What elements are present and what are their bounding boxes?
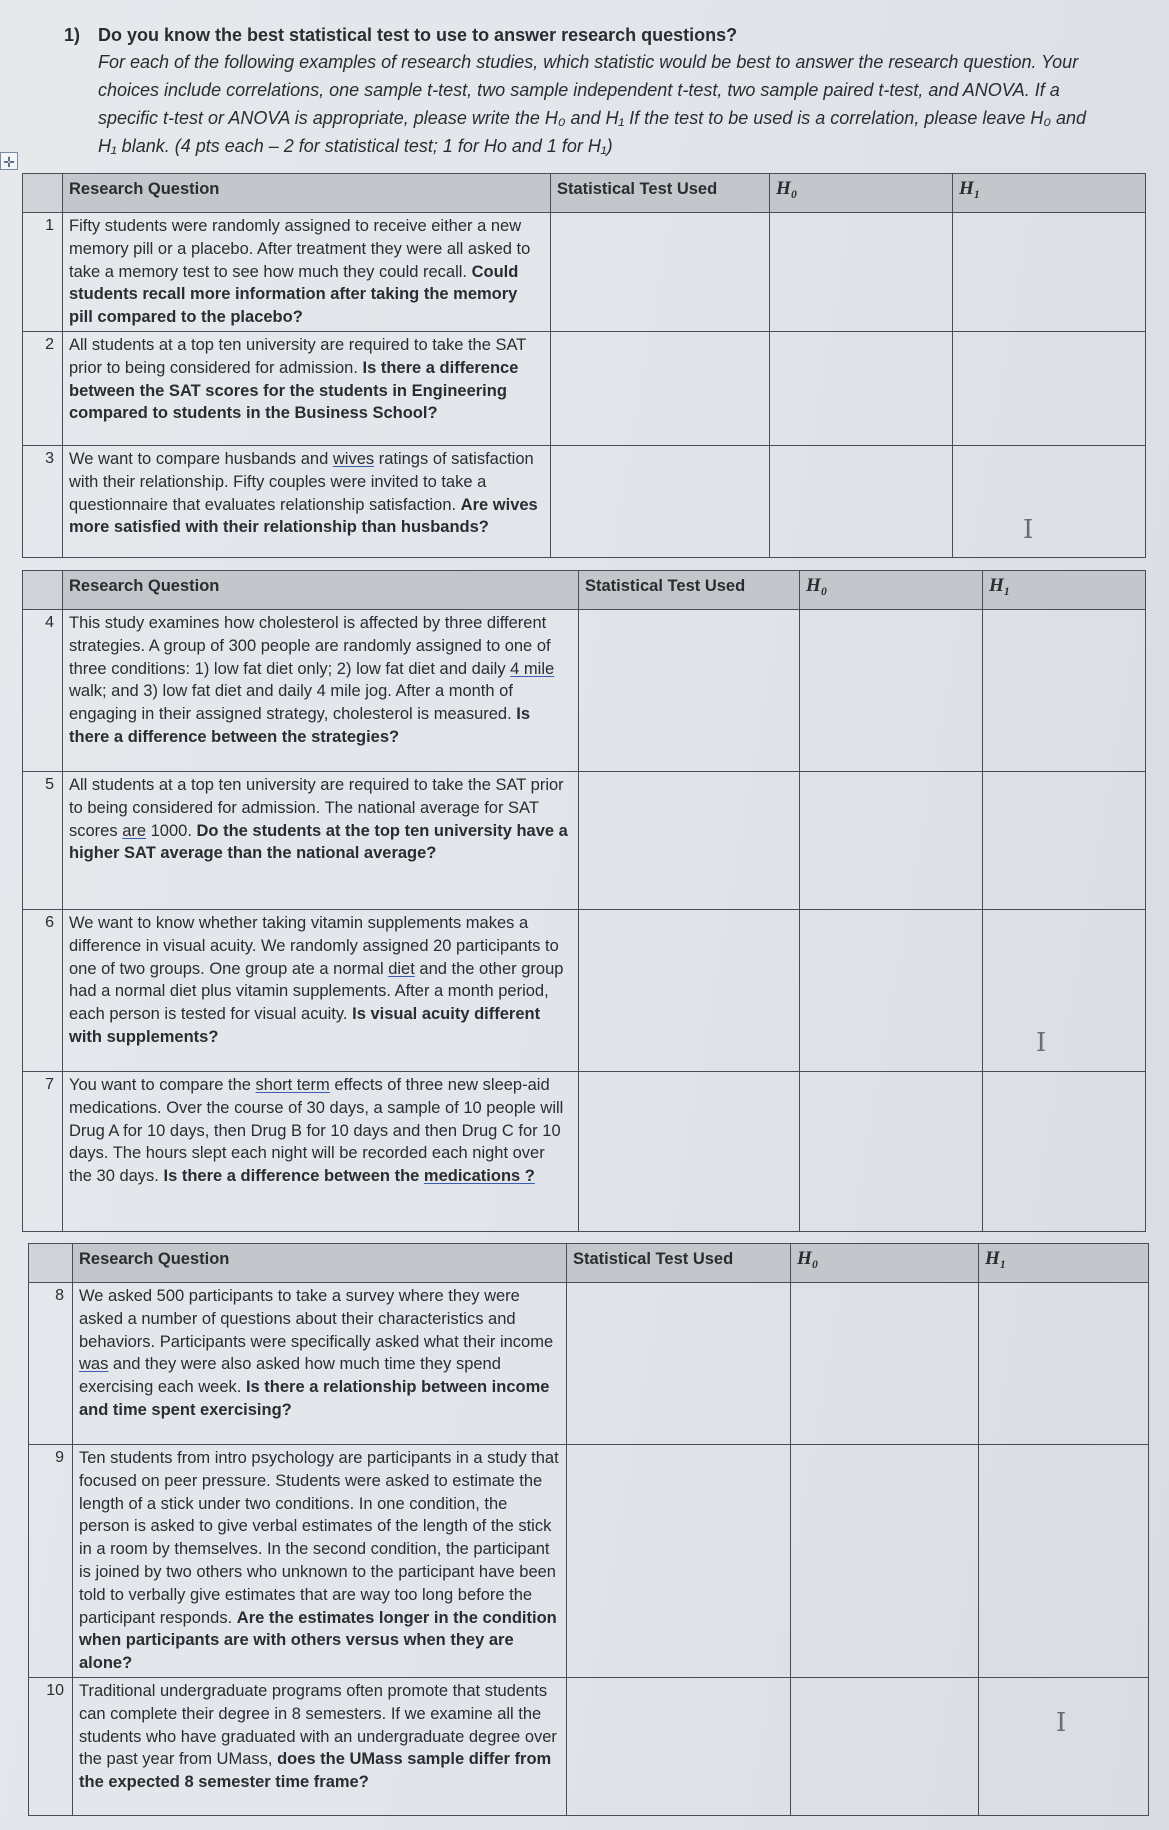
header-h0: H₀ xyxy=(770,174,953,213)
statistical-test-answer-cell[interactable] xyxy=(551,213,770,332)
question-text: Fifty students were randomly assigned to receive either a new memory pill or a placebo. After treatment they were all asked to take a memory test to see how much they could recall. xyxy=(69,217,531,281)
h1-answer-cell[interactable] xyxy=(983,610,1146,772)
table-header-row xyxy=(29,1244,1149,1283)
underlined-word: short term xyxy=(255,1076,330,1094)
row-number: 6 xyxy=(23,910,63,1072)
instructions-text xyxy=(98,48,1144,160)
research-question-cell xyxy=(63,772,579,910)
question-text: and the other group had a normal diet plus vitamin supplements. After a month period, each person is tested for visual acuity. xyxy=(69,959,564,1024)
h0-answer-cell[interactable] xyxy=(770,213,953,332)
question-prompt: Do the students at the top ten university have a higher SAT average than the national average? xyxy=(69,821,568,863)
instructions-line: For each of the following examples of research studies, which statistic would be best to answer the research question. Your xyxy=(98,52,1079,72)
header-corner-cell xyxy=(29,1244,73,1283)
underlined-word: are xyxy=(122,821,147,840)
instructions-line: H₁ blank. (4 pts each – 2 for statistical test; 1 for Ho and 1 for H₁) xyxy=(98,136,613,156)
statistical-test-answer-cell[interactable] xyxy=(551,331,770,445)
statistical-test-answer-cell[interactable] xyxy=(579,610,800,772)
text-cursor-icon: I xyxy=(1056,1708,1067,1738)
row-number: 3 xyxy=(23,445,63,557)
question-text: effects of three new sleep-aid medications. Over the course of 30 days, a sample of 10 people will Drug A for 10 days, then Drug B for 10 days and then Drug C for 10 days. The hours slept each night will be recorded each night over the 30 days. xyxy=(69,1076,564,1186)
table-header-row xyxy=(23,571,1146,610)
underlined-word: medications ? xyxy=(423,1167,535,1186)
question-text: We asked 500 participants to take a survey where they were asked a number of questions about their characteristics and behaviors. Participants were specifically asked what their income xyxy=(79,1287,554,1351)
research-question-cell xyxy=(73,1445,567,1678)
header-corner-cell xyxy=(23,571,63,610)
underlined-word: diet xyxy=(388,959,415,978)
research-question-cell xyxy=(63,213,551,332)
question-prompt: Is there a difference between the strategies? xyxy=(69,705,531,746)
statistical-test-answer-cell[interactable] xyxy=(579,772,800,910)
instructions-line: specific t-test or ANOVA is appropriate, please write the H₀ and H₁ If the test to be used is a correlation, please leave H₀ and xyxy=(98,108,1087,128)
row-number: 1 xyxy=(23,213,63,332)
question-title-text: Do you know the best statistical test to use to answer research questions? xyxy=(98,25,738,45)
h1-answer-cell[interactable] xyxy=(983,910,1146,1072)
underlined-word: was xyxy=(79,1355,109,1374)
h0-answer-cell[interactable] xyxy=(791,1677,979,1815)
question-text: 1000. xyxy=(146,821,192,840)
h1-answer-cell[interactable] xyxy=(979,1283,1149,1445)
text-cursor-icon: I xyxy=(1023,515,1034,545)
row-number: 2 xyxy=(23,331,63,445)
research-question-cell xyxy=(73,1283,567,1445)
h0-answer-cell[interactable] xyxy=(800,772,983,910)
h0-answer-cell[interactable] xyxy=(770,331,953,445)
question-prompt: Is there a difference between the xyxy=(163,1167,424,1186)
underlined-word: wives xyxy=(332,449,375,468)
research-question-cell xyxy=(73,1677,567,1815)
header-h0: H₀ xyxy=(791,1244,979,1283)
row-number: 4 xyxy=(23,610,63,772)
h1-answer-cell[interactable] xyxy=(953,213,1146,332)
instructions-line: choices include correlations, one sample t-test, two sample independent t-test, two sample paired t-test, and ANOVA. If a xyxy=(98,80,1060,100)
header-statistical-test: Statistical Test Used xyxy=(567,1244,791,1283)
question-prompt: Is there a relationship between income and time spent exercising? xyxy=(79,1378,550,1419)
header-research-question: Research Question xyxy=(63,174,551,213)
row-number: 10 xyxy=(29,1677,73,1815)
question-text: All students at a top ten university are required to take the SAT prior to being considered for admission. xyxy=(69,335,527,377)
question-table-3 xyxy=(28,1243,1149,1816)
table-row xyxy=(23,772,1146,910)
statistical-test-answer-cell[interactable] xyxy=(551,445,770,557)
question-prompt: Are the estimates longer in the condition when participants are with others versus when they are alone? xyxy=(79,1608,557,1673)
research-question-cell xyxy=(63,331,551,445)
h1-answer-cell[interactable] xyxy=(953,331,1146,445)
question-text: and they were also asked how much time they spend exercising each week. xyxy=(79,1355,501,1397)
header-h1: H₁ xyxy=(979,1244,1149,1283)
table-row xyxy=(23,213,1146,332)
header-h1: H₁ xyxy=(953,174,1146,213)
h0-answer-cell[interactable] xyxy=(800,1072,983,1232)
question-table-1 xyxy=(22,173,1146,558)
table-row xyxy=(29,1283,1149,1445)
h1-answer-cell[interactable] xyxy=(979,1445,1149,1678)
row-number: 5 xyxy=(23,772,63,910)
question-prompt: Are wives more satisfied with their relationship than husbands? xyxy=(69,495,538,537)
header-statistical-test: Statistical Test Used xyxy=(551,174,770,213)
statistical-test-answer-cell[interactable] xyxy=(579,1072,800,1232)
research-question-cell xyxy=(63,610,579,772)
research-question-cell xyxy=(63,445,551,557)
text-cursor-icon: I xyxy=(1036,1028,1047,1058)
header-h1: H₁ xyxy=(983,571,1146,610)
question-text: ratings of satisfaction with their relationship. Fifty couples were invited to take a questionnaire that evaluates relationship satisfaction. xyxy=(69,449,534,514)
question-text: All students at a top ten university are required to take the SAT prior to being considered for admission. The national average for SAT scores xyxy=(69,776,564,840)
question-text: walk; and 3) low fat diet and daily 4 mile jog. After a month of engaging in their assigned strategy, cholesterol is measured. xyxy=(69,682,513,724)
row-number: 8 xyxy=(29,1283,73,1445)
question-text: Traditional undergraduate programs often promote that students can complete their degree in 8 semesters. If we examine all the students who have graduated with an undergraduate degree over the past year from UMass, xyxy=(79,1681,557,1769)
statistical-test-answer-cell[interactable] xyxy=(567,1283,791,1445)
header-statistical-test: Statistical Test Used xyxy=(579,571,800,610)
question-prompt: Is visual acuity different with supplements? xyxy=(69,1005,541,1046)
research-question-cell xyxy=(63,910,579,1072)
h1-answer-cell[interactable] xyxy=(979,1677,1149,1815)
question-number: 1) xyxy=(64,25,81,45)
h1-answer-cell[interactable] xyxy=(953,445,1146,557)
header-corner-cell xyxy=(23,174,63,213)
table-move-handle-icon[interactable]: ✛ xyxy=(0,152,18,170)
question-text: You want to compare the xyxy=(69,1076,256,1094)
question-text: We want to compare husbands and xyxy=(69,449,333,468)
question-text: This study examines how cholesterol is affected by three different strategies. A group of 300 people are randomly assigned to one of three conditions: 1) low fat diet only; 2) low fat diet and daily xyxy=(69,614,551,678)
instructions-block xyxy=(64,22,1144,160)
question-prompt: Could students recall more information after taking the memory pill compared to the placebo? xyxy=(69,262,519,327)
question-title xyxy=(64,22,1144,48)
statistical-test-answer-cell[interactable] xyxy=(567,1445,791,1678)
table-row xyxy=(23,331,1146,445)
header-h0: H₀ xyxy=(800,571,983,610)
row-number: 9 xyxy=(29,1445,73,1678)
question-text: Ten students from intro psychology are participants in a study that focused on peer pressure. Students were asked to estimate the length of a stick under two conditions. In one condition, the person is asked to give verbal estimates of the length of the stick in a room by themselves. In the second condition, the participant is joined by two others who unknown to the participant have been told to verbally give estimates that are way too long before the participant responds. xyxy=(79,1449,559,1627)
header-research-question: Research Question xyxy=(63,571,579,610)
header-research-question: Research Question xyxy=(73,1244,567,1283)
table-row xyxy=(23,445,1146,557)
h0-answer-cell[interactable] xyxy=(800,610,983,772)
question-table-2 xyxy=(22,570,1146,1232)
research-question-cell xyxy=(63,1072,579,1232)
table-row xyxy=(23,1072,1146,1232)
h1-answer-cell[interactable] xyxy=(983,1072,1146,1232)
h0-answer-cell[interactable] xyxy=(770,445,953,557)
question-text: We want to know whether taking vitamin supplements makes a difference in visual acuity. We randomly assigned 20 participants to one of two groups. One group ate a normal xyxy=(69,914,559,978)
table-row xyxy=(29,1445,1149,1678)
row-number: 7 xyxy=(23,1072,63,1232)
h0-answer-cell[interactable] xyxy=(800,910,983,1072)
question-prompt: Is there a difference between the SAT scores for the students in Engineering compared to students in the Business School? xyxy=(69,358,519,423)
statistical-test-answer-cell[interactable] xyxy=(567,1677,791,1815)
table-header-row xyxy=(23,174,1146,213)
underlined-word: 4 mile xyxy=(510,659,555,678)
h0-answer-cell[interactable] xyxy=(791,1445,979,1678)
statistical-test-answer-cell[interactable] xyxy=(579,910,800,1072)
table-row xyxy=(29,1677,1149,1815)
table-row xyxy=(23,610,1146,772)
h1-answer-cell[interactable] xyxy=(983,772,1146,910)
question-prompt: does the UMass sample differ from the expected 8 semester time frame? xyxy=(79,1750,552,1792)
h0-answer-cell[interactable] xyxy=(791,1283,979,1445)
table-row xyxy=(23,910,1146,1072)
